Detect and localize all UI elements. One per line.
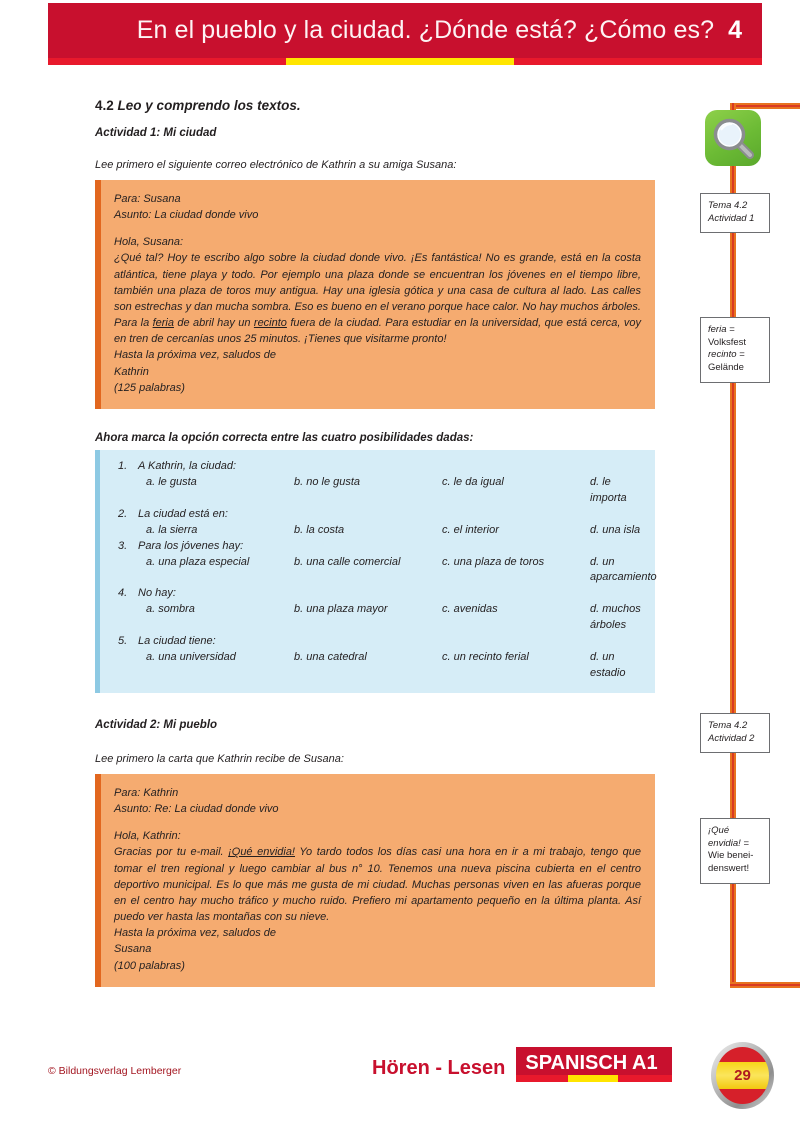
mcq-question-text: La ciudad tiene: — [138, 635, 216, 648]
email-1-subject: Asunto: La ciudad donde vivo — [114, 209, 259, 222]
sidebar-box-vocab-que-envidia — [700, 818, 770, 884]
section-title: Leo y comprendo los textos. — [117, 98, 301, 113]
mcq-option[interactable]: c. el interior — [442, 523, 499, 536]
email-2-greeting: Hola, Kathrin: — [114, 830, 181, 843]
mcq-options-row — [110, 602, 645, 634]
email-1-body-part2: de abril hay un — [173, 317, 254, 330]
footer-copyright: © Bildungsverlag Lemberger — [48, 1065, 182, 1077]
activity-2-intro: Lee primero la carta que Kathrin recibe de Susana: — [95, 753, 344, 765]
page-number-badge — [711, 1042, 774, 1109]
mcq-box — [95, 450, 655, 693]
sidebar-box-3-term2: envidia! = — [708, 837, 749, 849]
footer-brand — [372, 1052, 672, 1082]
mcq-options-row — [110, 475, 645, 507]
mcq-option[interactable]: d. muchos árboles — [590, 603, 641, 632]
mcq-prompt: Ahora marca la opción correcta entre las cuatro posibilidades dadas: — [95, 431, 474, 444]
mcq-question-number: 2. — [118, 507, 128, 520]
email-1-to: Para: Susana — [114, 193, 181, 205]
mcq-question — [110, 507, 645, 539]
email-1-greeting: Hola, Susana: — [114, 236, 184, 249]
mcq-options-row — [110, 650, 645, 682]
page-badge-flag — [716, 1047, 769, 1104]
email-2-body-part1: Gracias por tu e-mail. — [114, 846, 229, 859]
mcq-option[interactable]: c. le da igual — [442, 475, 504, 488]
mcq-question — [110, 634, 645, 682]
email-2-closing: Hasta la próxima vez, saludos de — [114, 927, 277, 940]
mcq-question-row — [110, 459, 645, 475]
mcq-option[interactable]: b. una catedral — [294, 651, 367, 664]
mcq-option[interactable]: d. un estadio — [590, 651, 626, 680]
mcq-question-number: 1. — [118, 459, 128, 472]
mcq-question-row — [110, 586, 645, 602]
email-1-body-part3: fuera de la ciudad. Para estudiar en la universidad, que está cerca, voy en tren de cercanías unos 25 minutos. ¡Tienes que visitarme pronto! — [114, 317, 641, 346]
mcq-option[interactable]: d. le importa — [590, 475, 627, 504]
sidebar-box-3-term1: ¡Qué — [708, 825, 730, 836]
sidebar-box-3-translation2: denswert! — [708, 862, 750, 874]
email-2-spacer — [114, 817, 641, 828]
sidebar-box-1-term2: recinto = — [708, 349, 745, 361]
email-2-word-count: (100 palabras) — [114, 959, 185, 972]
page-header-bar — [48, 3, 762, 58]
footer-course-plate — [516, 1052, 671, 1082]
mcq-option[interactable]: a. la sierra — [146, 523, 198, 536]
sidebar-box-0-line1: Tema 4.2 — [708, 200, 748, 211]
email-box-activity-2 — [95, 774, 655, 987]
header-flag-stripe — [48, 58, 762, 65]
footer-flag-stripe — [516, 1075, 671, 1082]
mcq-option[interactable]: d. un aparcamiento — [590, 555, 657, 584]
activity-1-intro: Lee primero el siguiente correo electrónico de Kathrin a su amiga Susana: — [95, 159, 457, 171]
email-1-body — [114, 250, 641, 347]
mcq-option[interactable]: c. avenidas — [442, 603, 498, 616]
sidebar-box-1-term1: feria = — [708, 324, 735, 335]
mcq-question — [110, 459, 645, 507]
sidebar-box-0-line2: Actividad 1 — [708, 212, 755, 224]
mcq-option[interactable]: a. le gusta — [146, 475, 197, 488]
footer-stripe-yellow — [568, 1075, 618, 1082]
mcq-question-number: 5. — [118, 635, 128, 648]
section-number: 4.2 — [95, 98, 114, 113]
stripe-red-right — [514, 58, 762, 65]
sidebar-rail-bottom — [730, 982, 800, 988]
sidebar-box-tema-activity-1 — [700, 193, 770, 233]
mcq-option[interactable]: a. una universidad — [146, 651, 236, 664]
page-title: En el pueblo y la ciudad. ¿Dónde está? ¿Cómo es? — [136, 16, 715, 44]
sidebar-rail-top — [730, 103, 800, 109]
email-box-activity-1 — [95, 180, 655, 409]
magnifying-glass-icon — [705, 110, 761, 166]
email-1-underline-recinto: recinto — [253, 317, 287, 330]
email-1-underline-feria: feria — [152, 317, 174, 330]
mcq-question-row — [110, 539, 645, 555]
main-content — [95, 98, 655, 987]
footer-skills-label: Hören - Lesen — [372, 1057, 506, 1079]
email-2-body-part2: Yo tardo todos los días casi una hora en ir a mi trabajo, tengo que tomar el tren regional y luego cambiar al bus n° 10. Tenemos una nueva piscina cubierta en el centro deportivo municipal. Es lo que más me gusta de mi ciudad. Muchas personas viven en las afueras porque en el centro hay mucho tráfico y mucho ruido. Prefiero mi apartamento pequeño en la última planta. Así puedo ver hasta las montañas con su nieve. — [114, 846, 641, 924]
activity-1-heading: Actividad 1: Mi ciudad — [95, 127, 217, 139]
sidebar-box-1-translation1: Volksfest — [708, 336, 747, 348]
mcq-question — [110, 586, 645, 634]
sidebar-box-vocab-feria-recinto — [700, 317, 770, 383]
footer-stripe-red-left — [516, 1075, 568, 1082]
mcq-question-text: No hay: — [138, 587, 176, 600]
email-1-spacer — [114, 223, 641, 234]
right-sidebar — [668, 95, 800, 995]
section-heading — [95, 98, 655, 113]
stripe-yellow — [286, 58, 514, 65]
email-1-word-count: (125 palabras) — [114, 381, 185, 394]
email-2-subject: Asunto: Re: La ciudad donde vivo — [114, 803, 279, 816]
mcq-options-row — [110, 555, 657, 587]
mcq-question-row — [110, 634, 645, 650]
mcq-options-row — [110, 523, 645, 539]
sidebar-box-2-line1: Tema 4.2 — [708, 720, 748, 731]
mcq-option[interactable]: b. una calle comercial — [294, 555, 401, 568]
email-2-to: Para: Kathrin — [114, 787, 179, 799]
mcq-option[interactable]: d. una isla — [590, 523, 641, 536]
footer-stripe-red-right — [618, 1075, 671, 1082]
mcq-question-number: 3. — [118, 539, 128, 552]
email-1-signature: Kathrin — [114, 365, 149, 378]
mcq-question — [110, 539, 657, 587]
email-2-signature: Susana — [114, 943, 152, 956]
sidebar-box-3-translation1: Wie benei- — [708, 850, 754, 862]
email-1-closing: Hasta la próxima vez, saludos de — [114, 349, 277, 362]
footer-course-label: SPANISCH A1 — [516, 1047, 671, 1080]
email-2-underline-que-envidia: ¡Qué envidia! — [228, 846, 295, 859]
mcq-question-text: La ciudad está en: — [138, 507, 228, 520]
sidebar-box-2-line2: Actividad 2 — [708, 732, 755, 744]
sidebar-box-tema-activity-2 — [700, 713, 770, 753]
sidebar-box-1-translation2: Gelände — [708, 361, 744, 373]
mcq-question-number: 4. — [118, 587, 128, 600]
mcq-option[interactable]: b. una plaza mayor — [294, 603, 388, 616]
mcq-option[interactable]: a. sombra — [146, 603, 195, 616]
activity-2-heading: Actividad 2: Mi pueblo — [95, 719, 218, 731]
mcq-question-row — [110, 507, 645, 523]
unit-number: 4 — [728, 16, 742, 44]
mcq-option[interactable]: c. un recinto ferial — [442, 651, 529, 664]
email-2-body — [114, 844, 641, 925]
page-number: 29 — [734, 1067, 751, 1084]
mcq-option[interactable]: a. una plaza especial — [146, 555, 250, 568]
mcq-option[interactable]: b. no le gusta — [294, 475, 361, 488]
mcq-option[interactable]: b. la costa — [294, 523, 345, 536]
email-1-body-part1: ¿Qué tal? Hoy te escribo algo sobre la ciudad donde vivo. ¡Es fantástica! No es grande, está en la costa atlántica, tiene playa y todo. Por ejemplo una plaza donde se encuentran los jóvenes en el tiempo libre, también una plaza de toros muy antigua. Hay una iglesia gótica y una casa de cultura al lado. Las calles son estrechas y dan mucha sombra. Eso es bueno en el verano porque hace calor. No hay muchos árboles. Para la — [114, 252, 641, 330]
mcq-question-text: Para los jóvenes hay: — [138, 539, 244, 552]
mcq-question-text: A Kathrin, la ciudad: — [138, 459, 237, 472]
mcq-option[interactable]: c. una plaza de toros — [442, 555, 545, 568]
stripe-red-left — [48, 58, 286, 65]
